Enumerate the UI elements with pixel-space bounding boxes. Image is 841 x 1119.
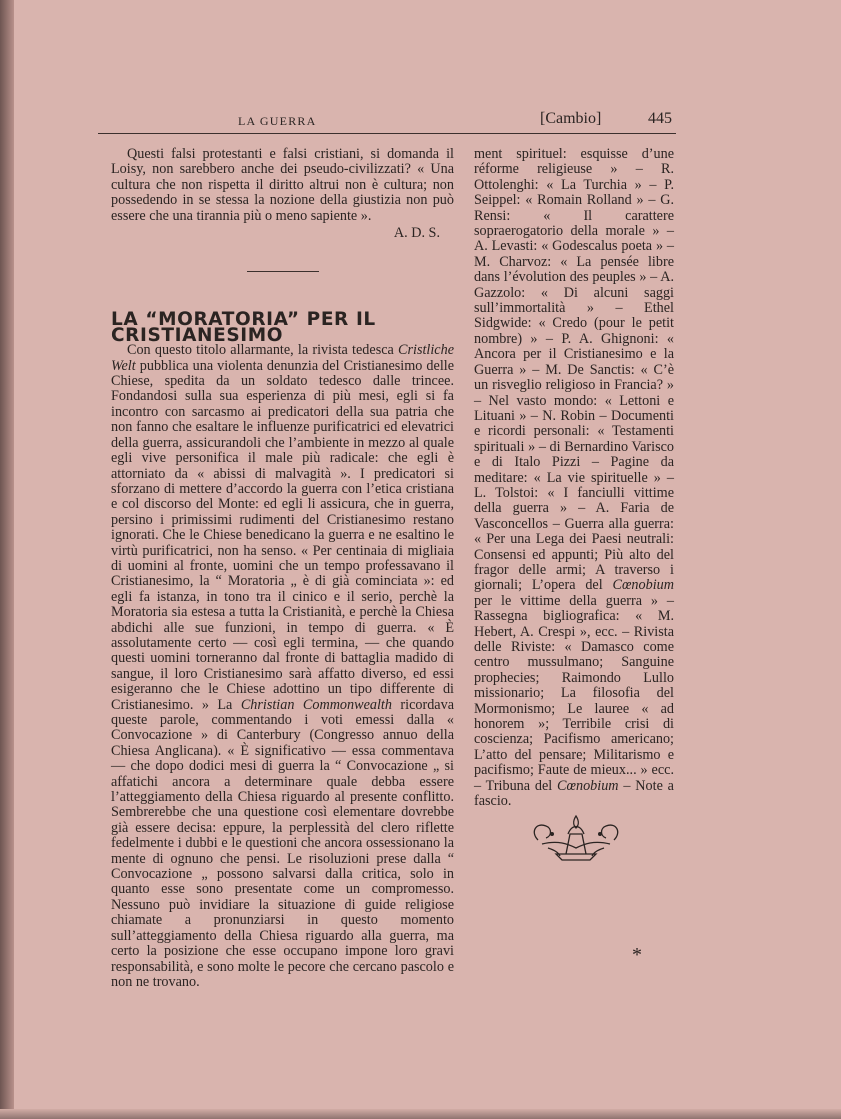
article-text-2: pubblica una violenta denunzia del Cristianesimo delle Chiese, spedita da un soldato tedesco dalle trincee. Fondandosi sulla sua esperienza di più mesi, egli si fa incontro con sarcasmo ai predicatori della sua patria che non fanno che esaltare le influenze purificatrici ed elevatrici della guerra, assicurandoli che l’ambiente in mezzo al quale egli vive personifica il male più radicale: che egli è attorniato da « abissi di malvagità ». I predicatori si sforzano di mettere d’accordo la guerra con l’etica cristiana e col discorso del Monte: ed egli li assicura, che in guerra, persino i primissimi rudimenti del Cristianesimo restano ignorati. Che le Chiese benedicano la guerra e ne esaltino le virtù purificatrici, non ha senso. « Per centinaia di migliaia di uomini al fronte, uomini che un tempo professavano il Cristianesimo, la “ Moratoria „ è di già cominciata »: ed egli fa istanza, in tono tra il cinico e il serio, perchè la Moratoria sia estesa a tutta la Cristianità, e perchè la Chiesa abdichi alle sue funzioni, in tempo di guerra. « È assolutamente certo — così egli termina, — che quando questi uomini torneranno dal fronte di battaglia madido di sangue, il loro Cristianesimo sarà affatto diverso, ed essi esigeranno che le Chiese adottino un tipo differente di Cristianesimo. » La [111, 357, 454, 713]
lamp-ornament-icon [528, 810, 624, 866]
book-spine-shadow [0, 0, 14, 1119]
article-title: LA “MORATORIA” PER IL CRISTIANESIMO [111, 309, 376, 346]
running-title: LA GUERRA [238, 114, 317, 128]
contents-text-3: – Note a fascio. [474, 777, 674, 810]
section-label: [Cambio] [540, 110, 602, 127]
header-rule [98, 133, 676, 134]
page-header [98, 106, 676, 132]
journal-name-coenobium: Cœnobium [612, 577, 674, 594]
journal-name-coenobium-2: Cœnobium [557, 777, 619, 794]
footer-asterisk: * [632, 944, 642, 966]
page-bottom-edge [0, 1109, 841, 1119]
journal-name-christian-commonwealth: Christian Commonwealth [240, 696, 392, 713]
contents-text-2: per le vittime della guerra » – Rassegna bigliografica: « M. Hebert, A. Crespi », ecc. – Rivista delle Riviste: « Damasco come centro mussulmano; Sanguine prophecies; Raimondo Lullo missionario; La filosofia del Mormonismo; Le lauree « ad honorem »; Terribile crisi di coscienza; Pacifismo americano; L’atto del pensare; Militarismo e pacifismo; Faute de mieux... » ecc. – Tribuna del [474, 592, 674, 794]
intro-paragraph: Questi falsi protestanti e falsi cristiani, si domanda il Loisy, non sarebbero anche dei pseudo-civilizzati? « Una cultura che non rispetta il diritto altrui non è cultura; non possedendo in se stessa la nozione della giustizia non può essere che una tirannia più o meno sapiente ». [111, 146, 454, 224]
right-column [474, 147, 674, 809]
journal-name-cristliche-welt: Cristliche Welt [111, 342, 454, 374]
signature: A. D. S. [393, 225, 440, 242]
contents-listing [474, 147, 674, 809]
section-separator [247, 271, 319, 272]
contents-text-1: ment spirituel: esquisse d’une réforme religieuse » – R. Ottolenghi: « La Turchia » – P. Seippel: « Romain Rolland » – G. Rensi: « Il carattere sopraerogatorio della morale » – A. Levasti: « Godescalus poeta » – M. Charvoz: « La pensée libre dans l’évolution des peuples » – A. Gazzolo: « Di alcuni saggi sull’immortalità » – Ethel Sidgwide: « Credo (pour le petit nombre) » – P. A. Ghignoni: « Ancora per il Cristianesimo e la Guerra » – M. De Sanctis: « C’è un risveglio religioso in Francia? » – Nel vasto mondo: « Lettoni e Lituani » – N. Robin – Documenti e ricordi personali: « Testamenti spirituali » – di Bernardino Varisco e di Italo Pizzi – Pagine da meditare: « La vie spirituelle » – L. Tolstoi: « I fanciulli vittime della guerra » – A. Faria de Vasconcellos – Guerra alla guerra: « Per una Lega dei Paesi neutrali: Consensi ed appunti; Più alto del fragor delle armi; A traverso i giornali; L’opera del [474, 146, 674, 594]
article-text-1: Con questo titolo allarmante, la rivista tedesca [127, 342, 399, 359]
article-body [111, 343, 454, 990]
article-text-3: ricordava queste parole, commentando i voti emessi dalla « Convocazione » di Canterbury (Congresso annuo della Chiesa Anglicana). « È significativo — essa commentava — che dopo dodici mesi di guerra la “ Convocazione „ si affatichi ancora a determinare quale debba essere l’atteggiamento della Chiesa riguardo al presente conflitto. Sembrerebbe che una questione così elementare dovrebbe già essere decisa: eppure, la perplessità del clero riflette fedelmente i dubbi e le questioni che ancora ossessionano la mente di ognuno che pensi. Le risoluzioni prese dalla “ Convocazione „ possono salvarsi dalla critica, solo in quanto esse sono presentate come un compromesso. Nessuno può invidiare la situazione di guide religiose chiamate a pronunziarsi in questo momento sull’atteggiamento della Chiesa riguardo alla guerra, ma certo la posizione che esse occupano impone loro gravi responsabilità, e sono molte le pecore che cercano pascolo e non ne trovano. [111, 696, 454, 990]
page-number: 445 [648, 110, 672, 127]
left-column [111, 147, 454, 990]
